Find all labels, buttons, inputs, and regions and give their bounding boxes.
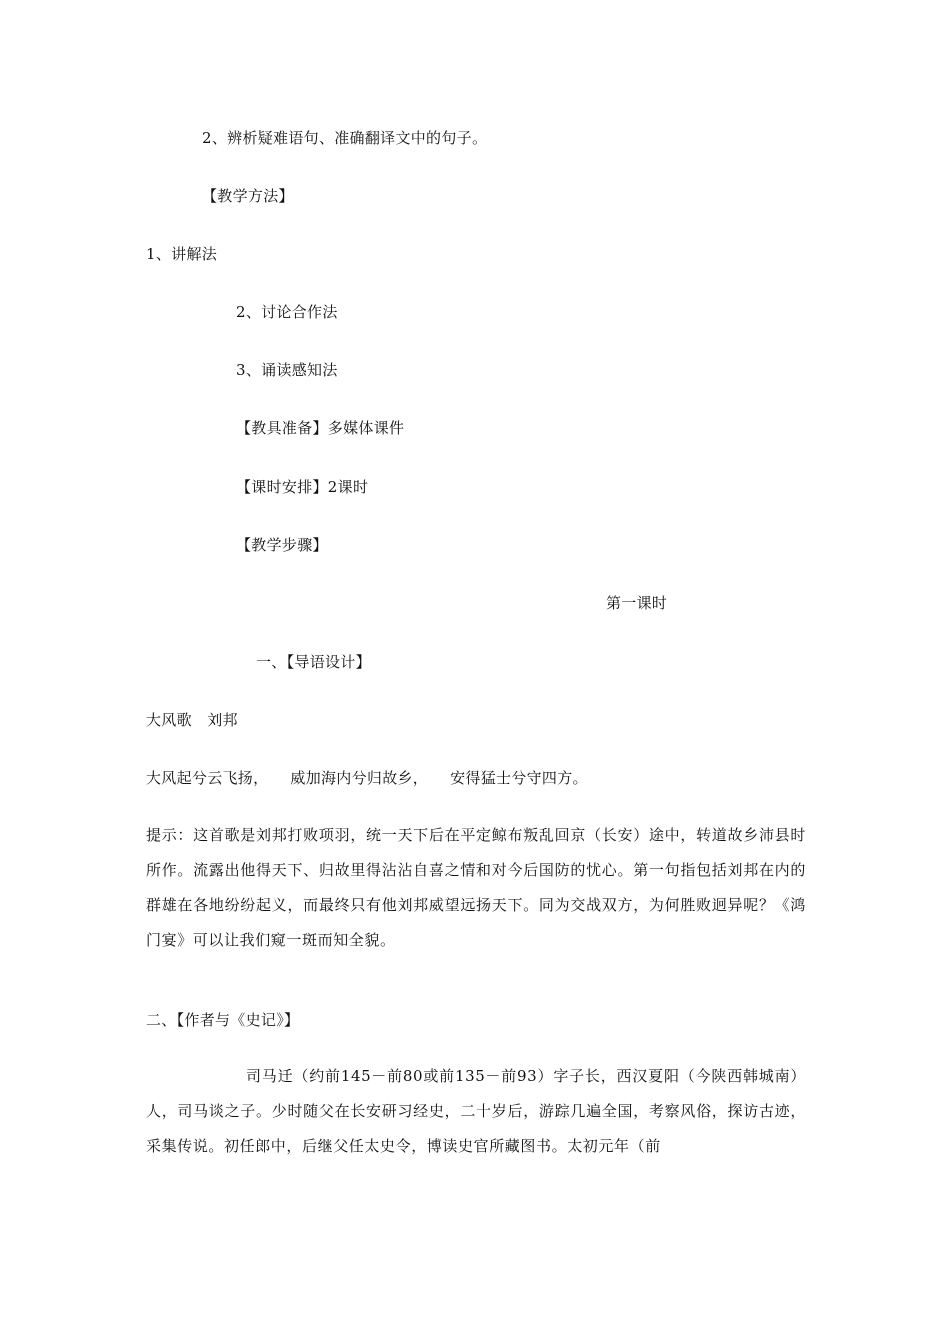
poem-line-2: 威加海内兮归故乡， — [290, 769, 429, 787]
methods-heading: 【教学方法】 — [202, 187, 294, 205]
lesson-title: 第一课时 — [606, 594, 668, 612]
method-item-2: 2、讨论合作法 — [236, 303, 338, 321]
tools-line: 【教具准备】多媒体课件 — [236, 419, 405, 437]
poem-text — [146, 768, 588, 788]
method-item-3: 3、诵读感知法 — [236, 361, 338, 379]
hint-paragraph: 提示：这首歌是刘邦打败项羽，统一天下后在平定鲸布叛乱回京（长安）途中，转道故乡沛县时所作。流露出他得天下、归故里得沾沾自喜之情和对今后国防的忧心。第一句指包括刘邦在内的群雄在各地纷纷起义，而最终只有他刘邦威望远扬天下。同为交战双方，为何胜败迥异呢？《鸿门宴》可以让我们窥一斑而知全貌。 — [146, 826, 806, 949]
steps-heading: 【教学步骤】 — [236, 536, 328, 554]
author-paragraph: 司马迁（约前145－前80或前135－前93）字子长，西汉夏阳（今陕西韩城南）人，司马谈之子。少时随父在长安研习经史，二十岁后，游踪几遍全国，考察风俗，探访古迹，采集传说。初任郎中，后继父任太史令，博读史官所藏图书。太初元年（前 — [146, 1067, 806, 1155]
section2-heading: 二、【作者与《史记》】 — [146, 1011, 300, 1029]
objective-item-2: 2、辨析疑难语句、准确翻译文中的句子。 — [202, 129, 488, 147]
poem-title: 大风歌 刘邦 — [146, 711, 238, 729]
method-item-1: 1、讲解法 — [146, 245, 218, 263]
poem-line-3: 安得猛士兮守四方。 — [450, 769, 588, 787]
poem-line-1: 大风起兮云飞扬， — [146, 769, 269, 787]
section1-heading: 一、【导语设计】 — [256, 653, 371, 671]
schedule-line: 【课时安排】2课时 — [236, 478, 369, 496]
